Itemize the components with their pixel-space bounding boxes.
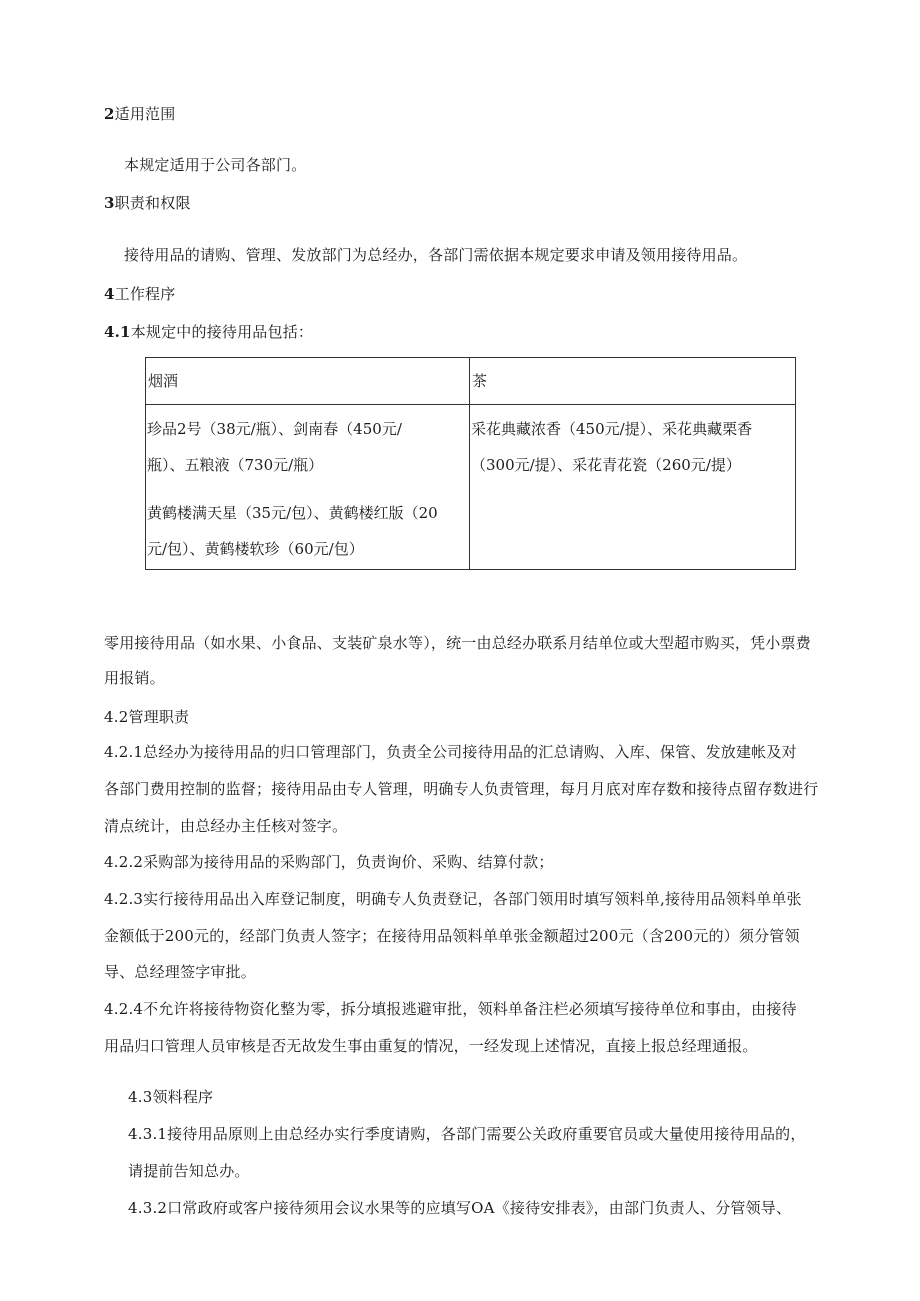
section-title: 职责和权限 bbox=[114, 194, 191, 212]
clause-4-2-3-line: 导、总经理签字审批。 bbox=[104, 963, 257, 981]
tobacco-liquor-cell bbox=[146, 405, 470, 570]
section-number: 4 bbox=[104, 285, 115, 303]
clause-4-3-1-line: 请提前告知总办。 bbox=[128, 1162, 250, 1180]
clause-4-3-1-line: 4.3.1接待用品原则上由总经办实行季度请购，各部门需要公关政府重要官员或大量使用接待用品的， bbox=[128, 1125, 806, 1143]
header-tea bbox=[470, 358, 796, 405]
section-title: 工作程序 bbox=[114, 285, 176, 303]
cell-line: 采花典藏浓香（450元/提）、采花典藏栗香 bbox=[471, 420, 753, 438]
cell-line: 元/包）、黄鹤楼软珍（60元/包） bbox=[147, 540, 364, 558]
tea-cell bbox=[470, 405, 796, 570]
section-4-1-heading bbox=[104, 322, 313, 342]
misc-items-paragraph-line: 零用接待用品（如水果、小食品、支装矿泉水等），统一由总经办联系月结单位或大型超市购买，凭小票费 bbox=[104, 634, 811, 652]
cell-line: 瓶）、五粮液（730元/瓶） bbox=[147, 456, 324, 474]
cell-line: 黄鹤楼满天星（35元/包）、黄鹤楼红版（20 bbox=[147, 504, 438, 522]
cell-line: 珍品2号（38元/瓶）、剑南春（450元/ bbox=[147, 420, 402, 438]
header-label: 烟酒 bbox=[148, 372, 179, 390]
header-label: 茶 bbox=[472, 372, 488, 390]
clause-4-2-3-line: 金额低于200元的，经部门负责人签字；在接待用品领料单单张金额超过200元（含200元的）须分管领 bbox=[104, 927, 800, 945]
section-4-heading bbox=[104, 284, 175, 304]
table-header-row bbox=[146, 358, 796, 405]
section-3-body: 接待用品的请购、管理、发放部门为总经办，各部门需依据本规定要求申请及领用接待用品。 bbox=[124, 246, 748, 264]
section-4-3-heading: 4.3领料程序 bbox=[128, 1088, 214, 1106]
section-number: 4.1 bbox=[104, 323, 131, 341]
section-2-body: 本规定适用于公司各部门。 bbox=[124, 156, 307, 174]
section-2-heading bbox=[104, 104, 175, 124]
clause-4-2-4-line: 用品归口管理人员审核是否无故发生事由重复的情况，一经发现上述情况，直接上报总经理通报。 bbox=[104, 1037, 758, 1055]
clause-4-2-1-line: 各部门费用控制的监督；接待用品由专人管理，明确专人负责管理，每月月底对库存数和接待点留存数进行 bbox=[104, 780, 819, 798]
section-3-heading bbox=[104, 193, 191, 213]
misc-items-paragraph-line: 用报销。 bbox=[104, 669, 165, 687]
table-row bbox=[146, 405, 796, 570]
section-number: 2 bbox=[104, 105, 115, 123]
cell-line: （300元/提）、采花青花瓷（260元/提） bbox=[471, 456, 741, 474]
clause-4-2-1-line: 4.2.1总经办为接待用品的归口管理部门，负责全公司接待用品的汇总请购、入库、保管、发放建帐及对 bbox=[104, 743, 797, 761]
clause-4-2-1-line: 清点统计，由总经办主任核对签字。 bbox=[104, 817, 348, 835]
reception-items-table bbox=[145, 357, 796, 570]
section-4-2-heading: 4.2管理职责 bbox=[104, 708, 190, 726]
clause-4-2-2: 4.2.2采购部为接待用品的采购部门，负责询价、采购、结算付款； bbox=[104, 853, 554, 871]
clause-4-2-4-line: 4.2.4不允许将接待物资化整为零，拆分填报逃避审批，领料单备注栏必须填写接待单位和事由，由接待 bbox=[104, 1000, 797, 1018]
header-tobacco-liquor bbox=[146, 358, 470, 405]
section-title: 适用范围 bbox=[114, 105, 176, 123]
clause-4-3-2: 4.3.2口常政府或客户接待须用会议水果等的应填写OA《接待安排表》，由部门负责人、分管领导、 bbox=[128, 1199, 792, 1217]
section-title: 本规定中的接待用品包括： bbox=[130, 323, 314, 341]
clause-4-2-3-line: 4.2.3实行接待用品出入库登记制度，明确专人负责登记，各部门领用时填写领料单,接待用品领料单单张 bbox=[104, 890, 802, 908]
section-number: 3 bbox=[104, 194, 115, 212]
